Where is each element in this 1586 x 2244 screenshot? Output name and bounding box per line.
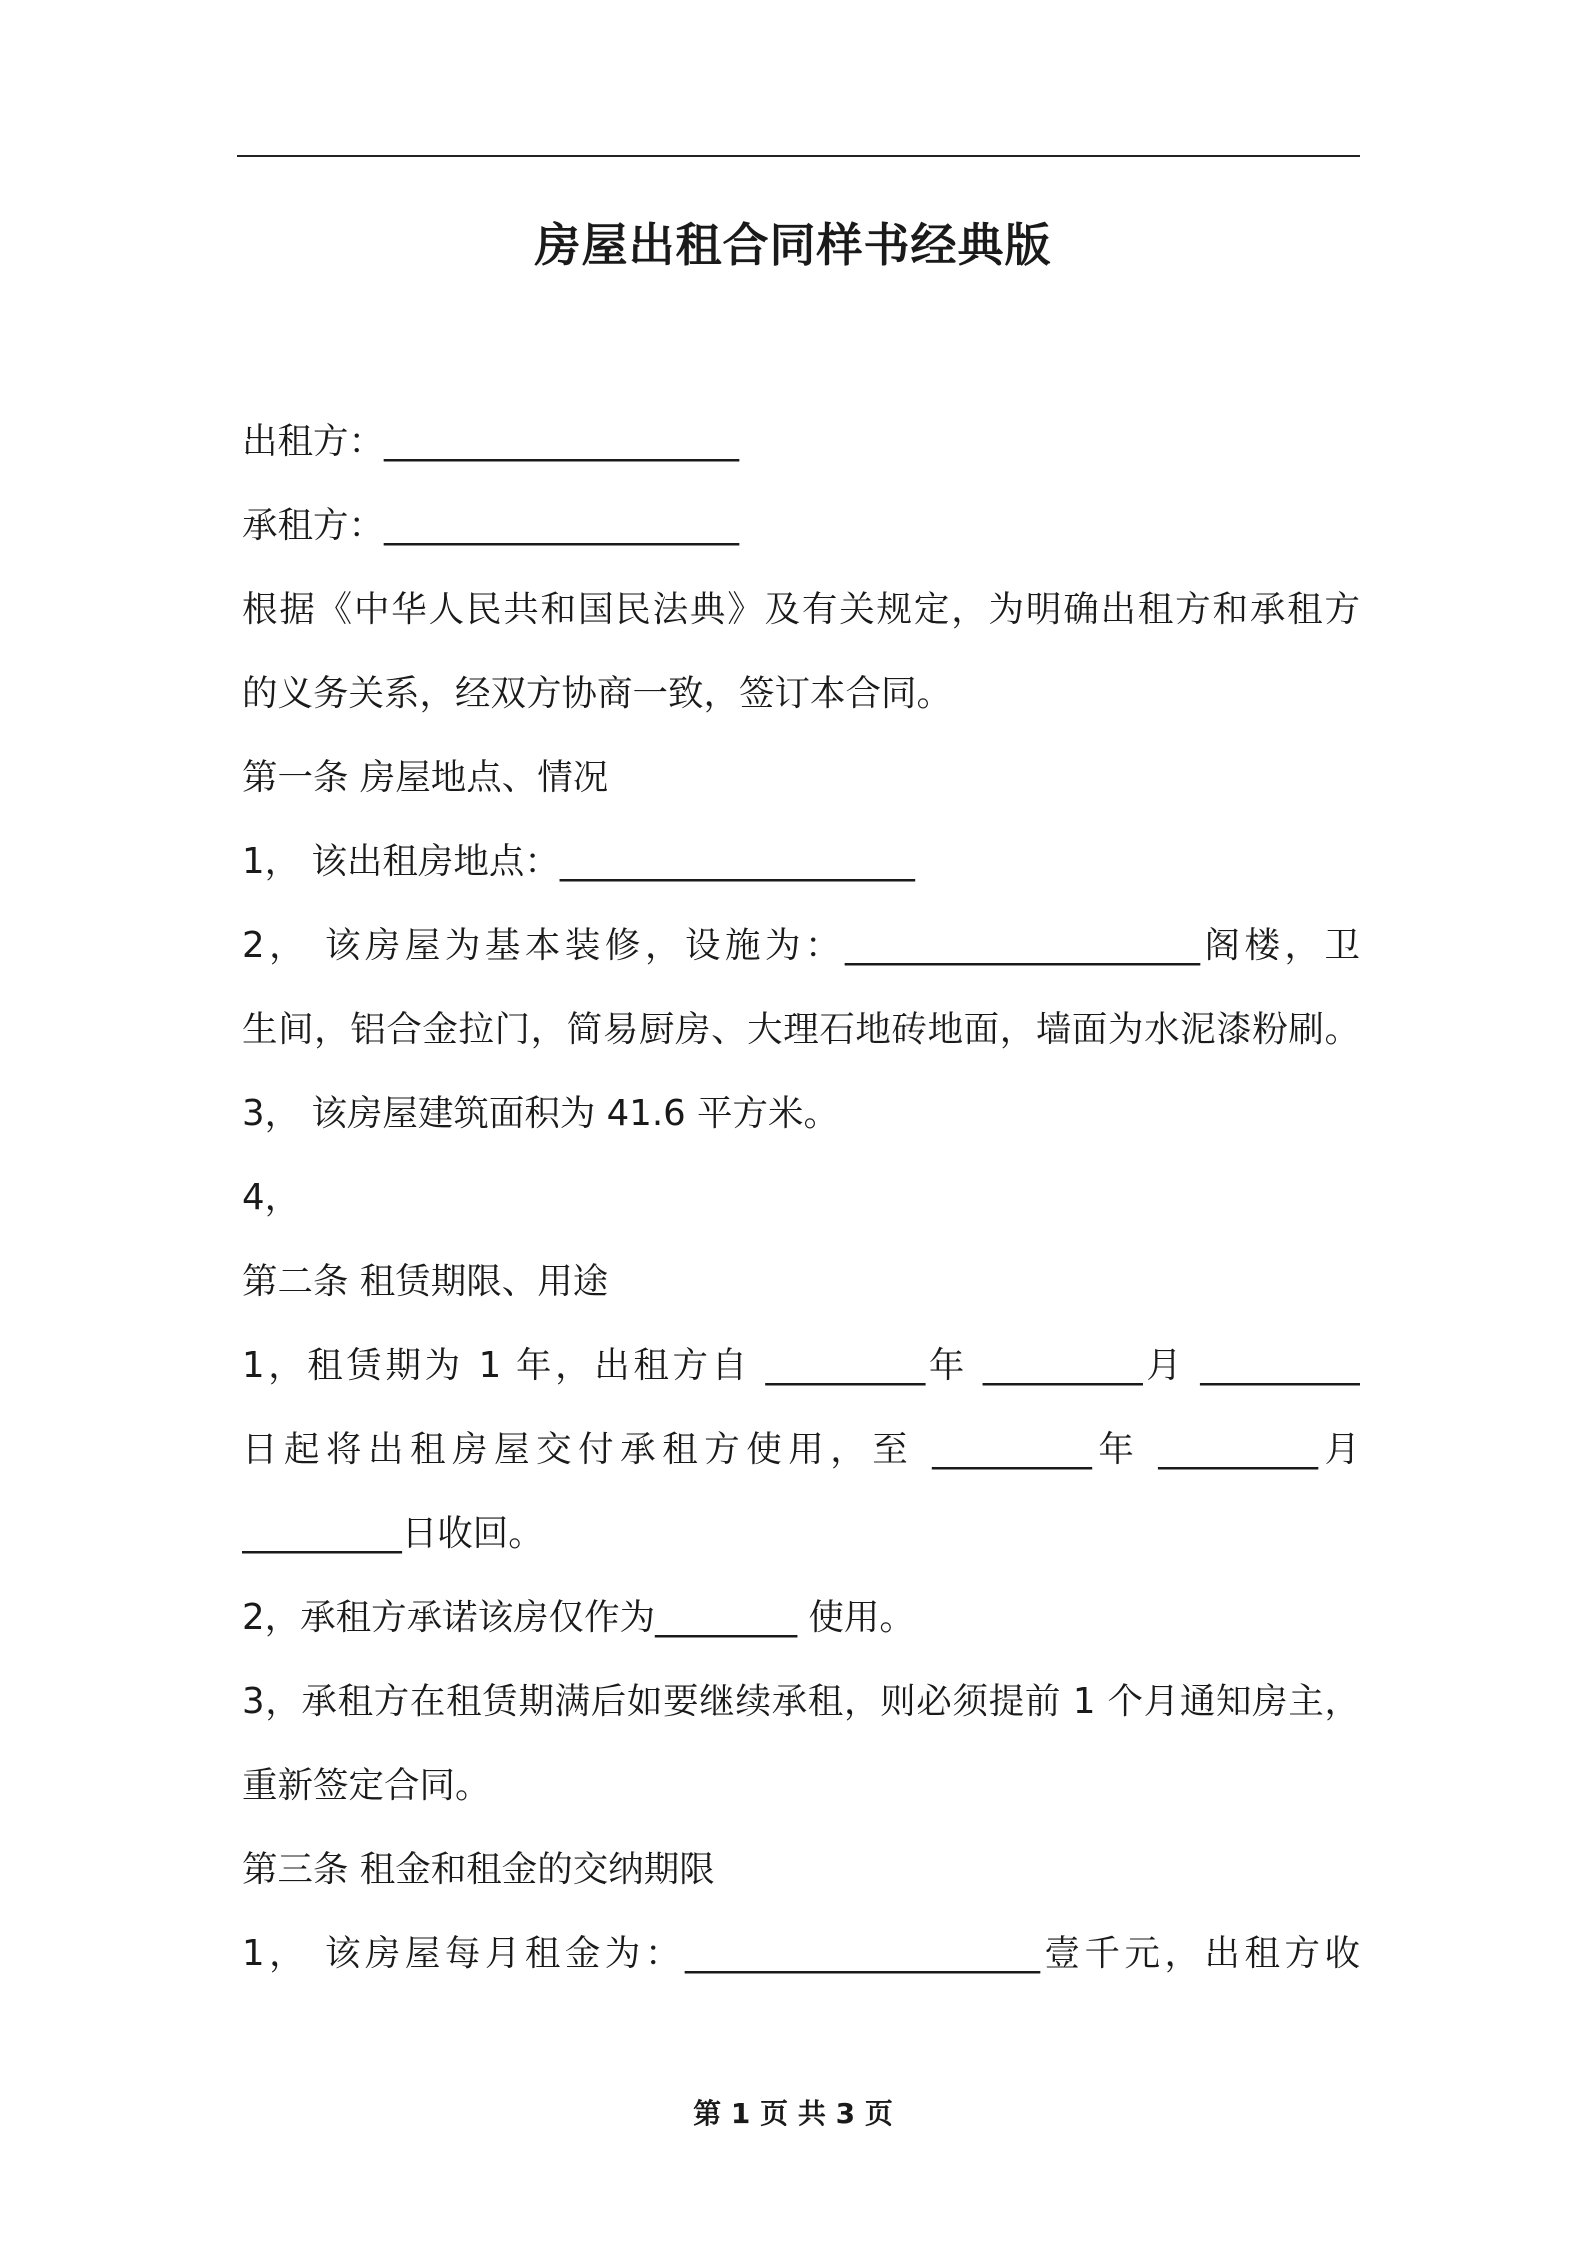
article-1-heading: 第一条 房屋地点、情况 (242, 757, 609, 798)
article-2-item-1-end: _________日收回。 (242, 1513, 544, 1554)
article-2-item-1: 1，租赁期为 1 年，出租方自 _________年 _________月 _________ (242, 1345, 1360, 1386)
contract-body (242, 400, 1360, 1996)
text-line-preamble-2: 的义务关系，经双方协商一致，签订本合同。 (242, 673, 953, 714)
header-rule (237, 155, 1360, 157)
page-number: 第 1 页 共 3 页 (693, 2097, 893, 2130)
article-2-heading: 第二条 租赁期限、用途 (242, 1261, 609, 1302)
article-1-item-1: 1， 该出租房地点：____________________ (242, 841, 915, 882)
article-1-item-2: 2， 该房屋为基本装修，设施为：____________________阁楼，卫 (242, 925, 1360, 966)
text-line-lessee: 承租方：____________________ (242, 505, 740, 546)
article-2-item-3-cont: 重新签定合同。 (242, 1765, 491, 1806)
article-1-item-4: 4， (242, 1177, 301, 1218)
document-title: 房屋出租合同样书经典版 (534, 218, 1052, 272)
article-2-item-1-cont: 日起将出租房屋交付承租方使用，至 _________年 _________月 (242, 1429, 1360, 1470)
article-3-item-1: 1， 该房屋每月租金为：____________________壹千元，出租方收 (242, 1933, 1360, 1974)
text-line-preamble-1: 根据《中华人民共和国民法典》及有关规定，为明确出租方和承租方 (242, 589, 1360, 630)
article-2-item-3: 3，承租方在租赁期满后如要继续承租，则必须提前 1 个月通知房主， (242, 1681, 1360, 1722)
article-2-item-2: 2，承租方承诺该房仅作为________ 使用。 (242, 1597, 915, 1638)
article-1-item-2-cont: 生间，铝合金拉门，简易厨房、大理石地砖地面，墙面为水泥漆粉刷。 (242, 1009, 1360, 1050)
article-3-heading: 第三条 租金和租金的交纳期限 (242, 1849, 715, 1890)
text-line-lessor: 出租方：____________________ (242, 421, 740, 462)
article-1-item-3: 3， 该房屋建筑面积为 41.6 平方米。 (242, 1093, 839, 1134)
